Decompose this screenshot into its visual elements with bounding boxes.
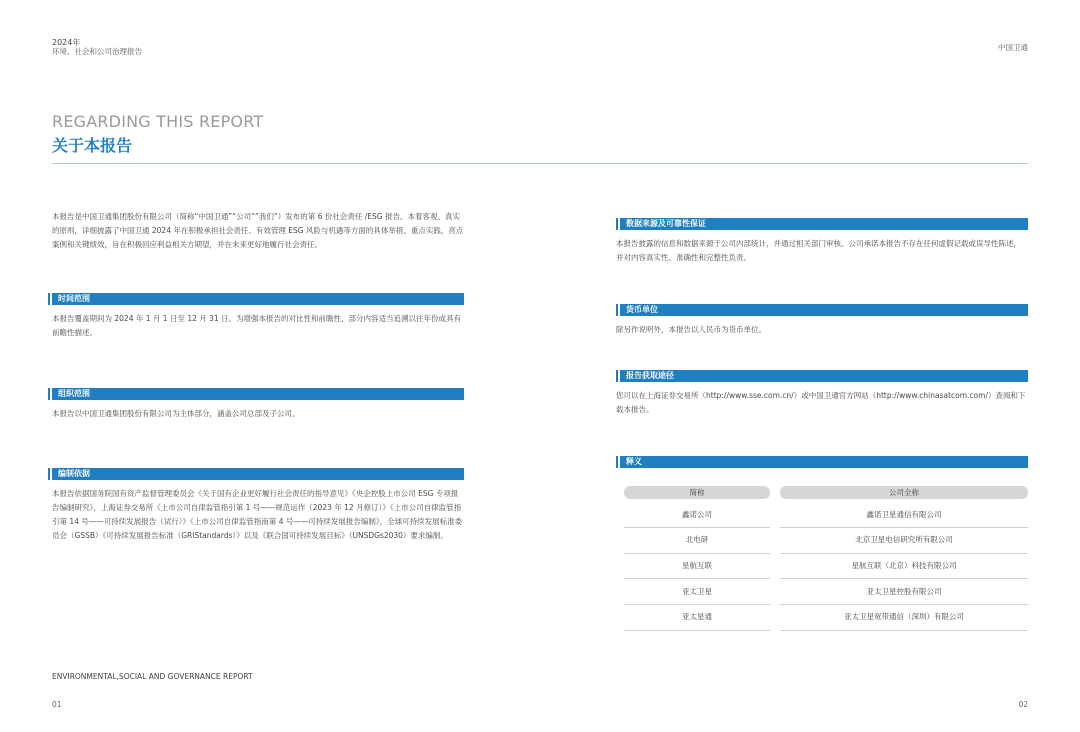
section-heading-time-range: 时间范围 [52, 293, 464, 305]
section-heading-glossary: 释义 [620, 456, 1028, 468]
section-heading-access: 报告获取途径 [620, 370, 1028, 382]
row-divider [624, 578, 770, 579]
section-heading-data-source: 数据来源及可靠性保证 [620, 218, 1028, 230]
row-divider [780, 604, 1028, 605]
page-title-en: REGARDING THIS REPORT [52, 112, 264, 131]
intro-paragraph: 本报告是中国卫通集团股份有限公司（简称“中国卫通”“公司”“我们”）发布的第 6 份社会责任 /ESG 报告。本着客观、真实的原则，详细披露了中国卫通 2024 年在积极承担社会责任、有效管理 ESG 风险与机遇等方面的具体举措、重点实践、亮点案例和关键绩效，旨在积极回应利益相关方期望，并在未来更好地履行社会责任。 [52, 212, 464, 249]
page-title-zh: 关于本报告 [52, 136, 133, 155]
section-heading-basis: 编制依据 [52, 468, 464, 480]
row-divider [780, 527, 1028, 528]
glossary-short-1: 鑫诺公司 [682, 510, 712, 519]
glossary-short-5: 亚太星通 [682, 612, 712, 621]
glossary-full-5: 亚太卫星宽带通信（深圳）有限公司 [844, 612, 964, 621]
section-body-basis: 本报告依据国务院国有资产监督管理委员会《关于国有企业更好履行社会责任的指导意见》《央企控股上市公司 ESG 专项报告编制研究》，上海证券交易所《上市公司自律监管指引第 1 号——规范运作（2023 年 12 月修订）》《上市公司自律监管指引第 14 号——可持续发展报告（试行）》《上市公司自律监管指南第 4 号——可持续发展报告编制》，全球可持续发展标准委员会（GSSB）《可持续发展报告标准（GRIStandards）》以及《联合国可持续发展目标》（UNSDGs2030）要求编制。 [52, 489, 463, 540]
glossary-short-4: 亚太卫星 [682, 587, 712, 596]
section-body-data-source: 本报告披露的信息和数据来源于公司内部统计，并通过相关部门审核。公司承诺本报告不存在任何虚假记载或误导性陈述，并对内容真实性、准确性和完整性负责。 [616, 239, 1021, 262]
row-divider [624, 527, 770, 528]
section-body-currency: 除另作说明外，本报告以人民币为货币单位。 [616, 325, 766, 334]
glossary-full-3: 星航互联（北京）科技有限公司 [851, 561, 957, 570]
row-divider [780, 553, 1028, 554]
title-divider [52, 163, 1028, 164]
glossary-full-4: 亚太卫星控股有限公司 [866, 587, 942, 596]
glossary-short-3: 星航互联 [682, 561, 712, 570]
section-heading-org-scope: 组织范围 [52, 388, 464, 400]
row-divider [780, 578, 1028, 579]
page-number-right: 02 [1018, 700, 1028, 709]
row-divider [624, 630, 770, 631]
row-divider [780, 630, 1028, 631]
section-body-time-range: 本报告覆盖期间为 2024 年 1 月 1 日至 12 月 31 日。为增强本报告的对比性和前瞻性，部分内容适当追溯以往年份或具有前瞻性描述。 [52, 314, 462, 337]
glossary-full-1: 鑫诺卫星通信有限公司 [866, 510, 942, 519]
section-body-access: 您可以在上海证券交易所（http://www.sse.com.cn/）或中国卫通官方网站（http://www.chinasatcom.com/）查阅和下载本报告。 [616, 391, 1026, 414]
report-title-header: 环境、社会和公司治理报告 [52, 47, 142, 56]
row-divider [624, 553, 770, 554]
section-body-org-scope: 本报告以中国卫通集团股份有限公司为主体部分，涵盖公司总部及子公司。 [52, 409, 300, 418]
report-year: 2024年 [52, 38, 81, 47]
glossary-col-short: 简称 [624, 486, 770, 499]
glossary-short-2: 北电研 [685, 535, 709, 544]
section-heading-currency: 货币单位 [620, 304, 1028, 316]
glossary-col-full: 公司全称 [780, 486, 1028, 499]
row-divider [624, 604, 770, 605]
glossary-full-2: 北京卫星电信研究所有限公司 [855, 535, 953, 544]
brand-name: 中国卫通 [998, 43, 1028, 52]
footer-report-name: ENVIRONMENTAL,SOCIAL AND GOVERNANCE REPORT [52, 672, 253, 681]
page-number-left: 01 [52, 700, 62, 709]
